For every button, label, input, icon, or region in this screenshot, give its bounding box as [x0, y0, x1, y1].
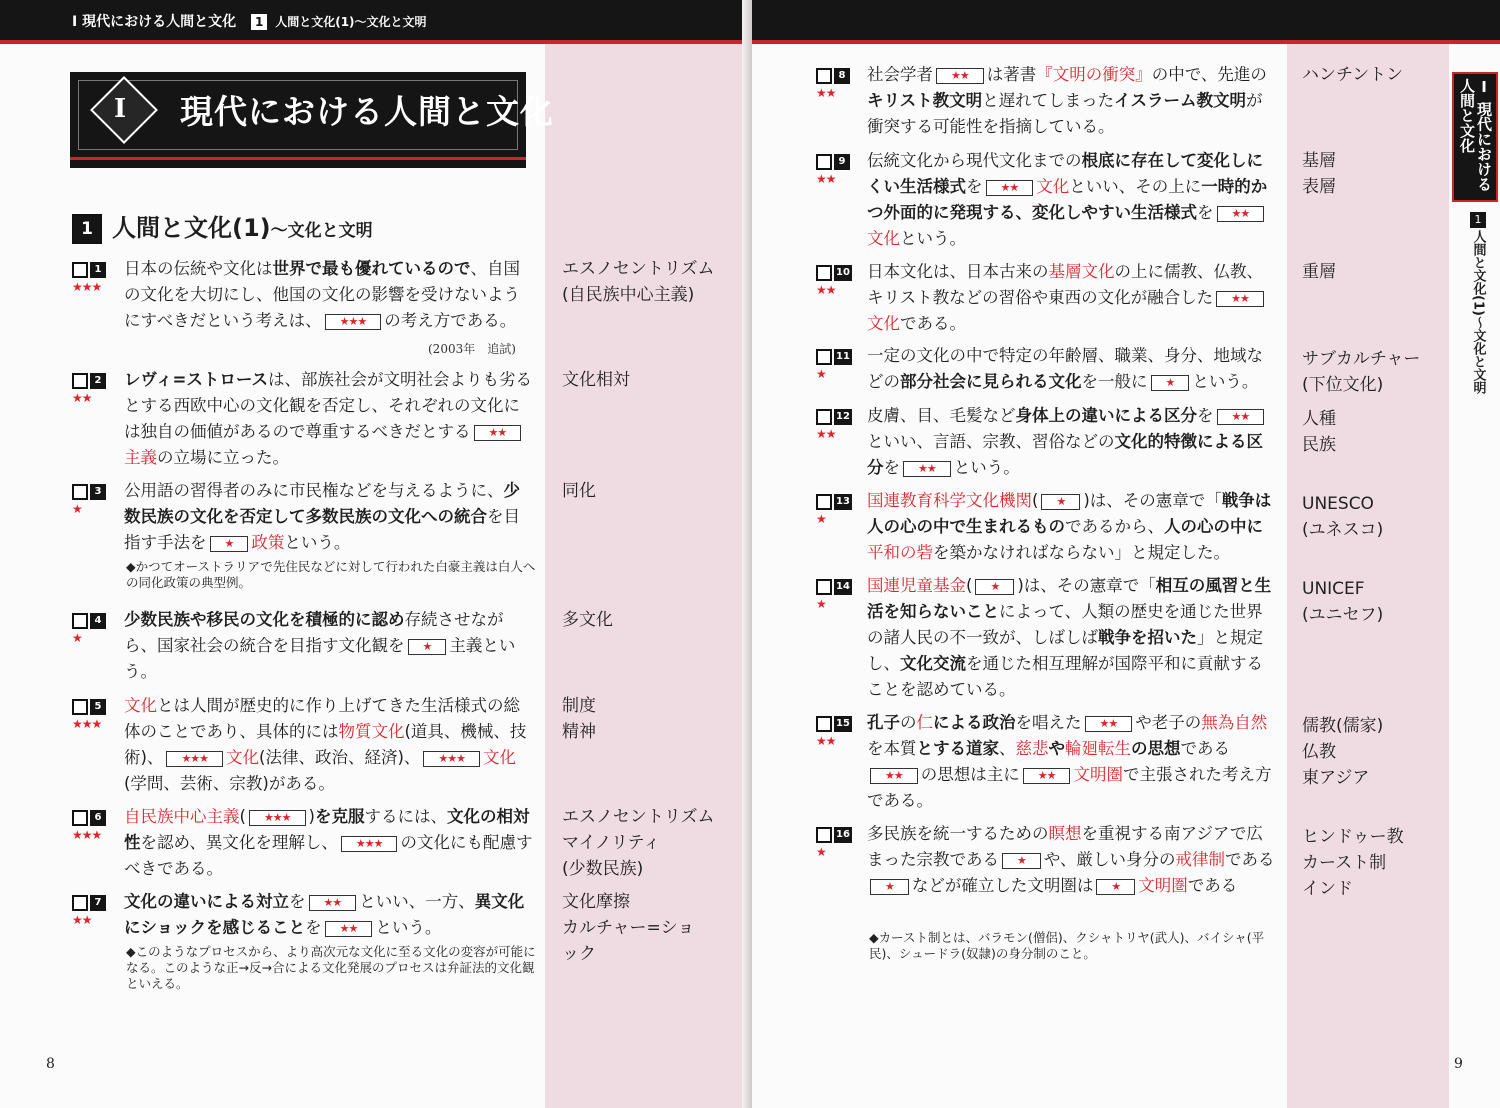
question-1-marker: [72, 262, 106, 278]
question-number: 12: [834, 409, 852, 425]
answer-blank[interactable]: ★: [210, 536, 249, 552]
question-3-text: 公用語の習得者のみに市民権などを与えるように、少数民族の文化を否定して多数民族の文化への統合を目指す手法を ★ 政策という。: [124, 481, 520, 552]
question-number: 3: [90, 484, 106, 500]
question-8-text: 社会学者 ★★ は著書『文明の衝突』の中で、先進のキリスト教文明と遅れてしまったイスラーム教文明が衝突する可能性を指摘している。: [867, 65, 1267, 136]
importance-stars: ★: [816, 367, 826, 381]
question-7-note: ◆このようなプロセスから、より高次元な文化に至る文化の変容が可能になる。このような正→反→合による文化発展のプロセスは弁証法的文化観といえる。: [126, 944, 536, 991]
answer-15c: 東アジア: [1302, 768, 1370, 788]
answer-blank[interactable]: ★: [1151, 375, 1190, 391]
answer-blank[interactable]: ★: [408, 639, 447, 655]
question-7-text: 文化の違いによる対立を ★★ といい、一方、異文化にショックを感じることを ★★ という。: [124, 892, 525, 937]
answer-3a: 同化: [562, 481, 596, 501]
answer-12b: 民族: [1302, 435, 1336, 455]
importance-stars: ★★: [816, 172, 836, 186]
question-11-marker: [816, 349, 852, 365]
importance-stars: ★★★: [72, 828, 102, 842]
answer-blank[interactable]: ★★★: [341, 836, 398, 852]
answer-blank[interactable]: ★: [975, 579, 1014, 595]
question-number: 10: [834, 265, 852, 281]
answer-16c: インド: [1302, 879, 1353, 899]
question-number: 8: [834, 68, 850, 84]
importance-stars: ★★★: [72, 280, 102, 294]
side-tab-section-num: 1: [1470, 212, 1486, 228]
question-14-marker: [816, 579, 852, 595]
checkbox[interactable]: [816, 494, 832, 510]
question-15-text: 孔子の仁による政治を唱えた ★★ や老子の無為自然を本質とする道家、慈悲や輪廻転生の思想である★★ の思想は主に ★★ 文明圏で主張された考え方である。: [867, 713, 1272, 810]
answer-6b: マイノリティ: [562, 833, 661, 853]
running-header: [0, 0, 752, 40]
question-5-text: 文化とは人間が歴史的に作り上げてきた生活様式の総体のことであり、具体的には物質文化(道具、機械、技術)、 ★★★ 文化(法律、政治、経済)、 ★★★ 文化(学問、芸術、宗教)がある。: [124, 696, 527, 793]
header-text: [72, 11, 427, 31]
question-13-marker: [816, 494, 852, 510]
answer-14b: (ユニセフ): [1302, 605, 1384, 625]
question-14-text: 国連児童基金( ★ )は、その憲章で「相互の風習と生活を知らないことによって、人類の歴史を通じた世界の諸人民の不一致が、しばしば戦争を招いた」と規定し、文化交流を通じた相互理解が国際平和に貢献することを認めている。: [867, 576, 1272, 699]
question-16-marker: [816, 827, 852, 843]
answer-blank[interactable]: ★★: [474, 425, 522, 441]
side-tab-section: 人間と文化(1)～文化と文明: [1470, 230, 1486, 394]
question-number: 14: [834, 579, 852, 595]
checkbox[interactable]: [816, 349, 832, 365]
answer-10a: 重層: [1302, 262, 1336, 282]
answer-blank[interactable]: ★: [870, 879, 909, 895]
header-section: 人間と文化(1)～文化と文明: [275, 15, 427, 29]
section-subtitle: ～文化と文明: [270, 221, 373, 241]
question-number: 4: [90, 613, 106, 629]
answer-blank[interactable]: ★★★: [166, 751, 223, 767]
question-6-marker: [72, 810, 106, 826]
answer-blank[interactable]: ★: [1096, 879, 1135, 895]
chapter-redline: [70, 157, 526, 160]
checkbox[interactable]: [816, 827, 832, 843]
answer-9a: 基層: [1302, 151, 1336, 171]
answer-9b: 表層: [1302, 177, 1336, 197]
section-side-tab[interactable]: [1462, 212, 1494, 432]
question-4-text: 少数民族や移民の文化を積極的に認め存続させながら、国家社会の統合を目指す文化観を ★ 主義という。: [124, 610, 516, 681]
question-15-marker: [816, 716, 852, 732]
checkbox[interactable]: [816, 716, 832, 732]
question-10-text: 日本文化は、日本古来の基層文化の上に儒教、仏教、キリスト教などの習俗や東西の文化が融合した ★★ 文化である。: [867, 262, 1263, 333]
question-number: 9: [834, 154, 850, 170]
right-page: [752, 0, 1500, 1108]
answer-8a: ハンチントン: [1302, 65, 1404, 85]
answer-11a: サブカルチャー: [1302, 349, 1421, 369]
question-number: 11: [834, 349, 852, 365]
chapter-banner: [70, 72, 554, 168]
question-10-marker: [816, 265, 852, 281]
question-1-text: 日本の伝統や文化は世界で最も優れているので、自国の文化を大切にし、他国の文化の影響を受けないようにすべきだという考えは、 ★★★ の考え方である。: [124, 259, 520, 330]
importance-stars: ★★: [816, 86, 836, 100]
answer-12a: 人種: [1302, 409, 1336, 429]
answer-blank[interactable]: ★★: [870, 768, 918, 784]
answer-1a: エスノセントリズム: [562, 259, 715, 279]
importance-stars: ★: [816, 597, 826, 611]
answer-16a: ヒンドゥー教: [1302, 827, 1404, 847]
checkbox[interactable]: [72, 262, 88, 278]
checkbox[interactable]: [816, 154, 832, 170]
importance-stars: ★★: [816, 427, 836, 441]
answer-blank[interactable]: ★★★: [423, 751, 480, 767]
question-12-marker: [816, 409, 852, 425]
question-5-marker: [72, 699, 106, 715]
question-13-text: 国連教育科学文化機関( ★ )は、その憲章で「戦争は人の心の中で生まれるものであるから、人の心の中に平和の砦を築かなければならない」と規定した。: [867, 491, 1272, 562]
answer-blank[interactable]: ★★: [936, 68, 984, 84]
answer-blank[interactable]: ★★: [986, 180, 1034, 196]
exam-citation: (2003年 追試): [428, 342, 516, 356]
answer-blank[interactable]: ★★: [1023, 768, 1071, 784]
question-4-marker: [72, 613, 106, 629]
answer-blank[interactable]: ★★: [1216, 291, 1264, 307]
answer-11b: (下位文化): [1302, 375, 1384, 395]
importance-stars: ★: [816, 845, 826, 859]
page-number-right: 9: [1454, 1056, 1463, 1072]
importance-stars: ★★: [72, 391, 92, 405]
question-number: 5: [90, 699, 106, 715]
answer-blank[interactable]: ★★: [903, 461, 951, 477]
answer-13b: (ユネスコ): [1302, 520, 1384, 540]
checkbox[interactable]: [72, 895, 88, 911]
question-16-note: ◆カースト制とは、バラモン(僧侶)、クシャトリヤ(武人)、バイシャ(平民)、シュードラ(奴隷)の身分制のこと。: [869, 930, 1265, 961]
answer-4a: 多文化: [562, 610, 613, 630]
answer-blank[interactable]: ★★: [309, 895, 357, 911]
answer-blank[interactable]: ★★: [325, 921, 373, 937]
answer-blank[interactable]: ★: [1041, 494, 1080, 510]
running-header-right: [752, 0, 1500, 40]
checkbox[interactable]: [816, 579, 832, 595]
question-6-text: 自民族中心主義( ★★★ )を克服するには、文化の相対性を認め、異文化を理解し、 ★★★ の文化にも配慮すべきである。: [124, 807, 533, 878]
answer-5b: 精神: [562, 722, 596, 742]
question-9-text: 伝統文化から現代文化までの根底に存在して変化しにくい生活様式を ★★ 文化といい、その上に一時的かつ外面的に発現する、変化しやすい生活様式を ★★文化という。: [867, 151, 1268, 248]
checkbox[interactable]: [72, 613, 88, 629]
answer-1b: (自民族中心主義): [562, 285, 695, 305]
question-number: 15: [834, 716, 852, 732]
page-number-left: 8: [46, 1056, 55, 1072]
answer-13a: UNESCO: [1302, 494, 1374, 514]
question-2-marker: [72, 373, 106, 389]
answer-blank[interactable]: ★★: [1217, 206, 1265, 222]
section-title: 人間と文化(1): [112, 214, 271, 242]
answer-14a: UNICEF: [1302, 579, 1365, 599]
question-16-text: 多民族を統一するための瞑想を重視する南アジアで広まった宗教である ★ や、厳しい身分の戒律制である★ などが確立した文明圏は ★ 文明圏である: [867, 824, 1275, 895]
question-8-marker: [816, 68, 850, 84]
answer-6c: (少数民族): [562, 859, 644, 879]
chapter-side-tab[interactable]: [1452, 72, 1498, 202]
answer-blank[interactable]: ★★★: [325, 314, 382, 330]
answer-7c: ック: [562, 944, 596, 964]
answer-15a: 儒教(儒家): [1302, 716, 1384, 736]
checkbox[interactable]: [816, 265, 832, 281]
question-number: 7: [90, 895, 106, 911]
question-7-marker: [72, 895, 106, 911]
answer-blank[interactable]: ★★★: [249, 810, 306, 826]
header-chapter: Ⅰ 現代における人間と文化: [72, 14, 237, 30]
answer-15b: 仏教: [1302, 742, 1336, 762]
importance-stars: ★: [72, 631, 82, 645]
importance-stars: ★★: [72, 913, 92, 927]
side-tab-chapter: Ⅰ 現代における人間と文化: [1458, 78, 1493, 192]
importance-stars: ★: [72, 502, 82, 516]
importance-stars: ★★: [816, 734, 836, 748]
checkbox[interactable]: [816, 68, 832, 84]
importance-stars: ★: [816, 512, 826, 526]
answer-5a: 制度: [562, 696, 596, 716]
section-heading: [72, 208, 373, 244]
question-number: 6: [90, 810, 106, 826]
chapter-title: 現代における人間と文化: [180, 92, 554, 131]
answer-blank[interactable]: ★: [1002, 853, 1041, 869]
question-number: 2: [90, 373, 106, 389]
question-2-text: レヴィ=ストロースは、部族社会が文明社会よりも劣るとする西欧中心の文化観を否定し、それぞれの文化には独自の価値があるので尊重するべきだとする ★★ 主義の立場に立った。: [124, 370, 533, 467]
answer-6a: エスノセントリズム: [562, 807, 715, 827]
checkbox[interactable]: [72, 484, 88, 500]
question-9-marker: [816, 154, 850, 170]
answer-7a: 文化摩擦: [562, 892, 630, 912]
header-section-num: 1: [251, 14, 267, 30]
importance-stars: ★★★: [72, 717, 102, 731]
question-number: 1: [90, 262, 106, 278]
checkbox[interactable]: [816, 409, 832, 425]
section-number: 1: [72, 214, 102, 244]
question-number: 13: [834, 494, 852, 510]
question-3-marker: [72, 484, 106, 500]
checkbox[interactable]: [72, 699, 88, 715]
question-3-note: ◆かつてオーストラリアで先住民などに対して行われた白豪主義は白人への同化政策の典型例。: [126, 559, 536, 590]
answer-blank[interactable]: ★★: [1217, 409, 1265, 425]
answer-7b: カルチャー=ショ: [562, 918, 695, 938]
question-11-text: 一定の文化の中で特定の年齢層、職業、身分、地域などの部分社会に見られる文化を一般に ★ という。: [867, 346, 1263, 391]
question-12-text: 皮膚、目、毛髪など身体上の違いによる区分を ★★といい、言語、宗教、習俗などの文化的特徴による区分を ★★ という。: [867, 406, 1263, 477]
question-number: 16: [834, 827, 852, 843]
checkbox[interactable]: [72, 810, 88, 826]
importance-stars: ★★: [816, 283, 836, 297]
answer-blank[interactable]: ★★: [1085, 716, 1133, 732]
answer-2a: 文化相対: [562, 370, 630, 390]
checkbox[interactable]: [72, 373, 88, 389]
chapter-numeral: Ⅰ: [114, 94, 127, 124]
answer-16b: カースト制: [1302, 853, 1387, 873]
